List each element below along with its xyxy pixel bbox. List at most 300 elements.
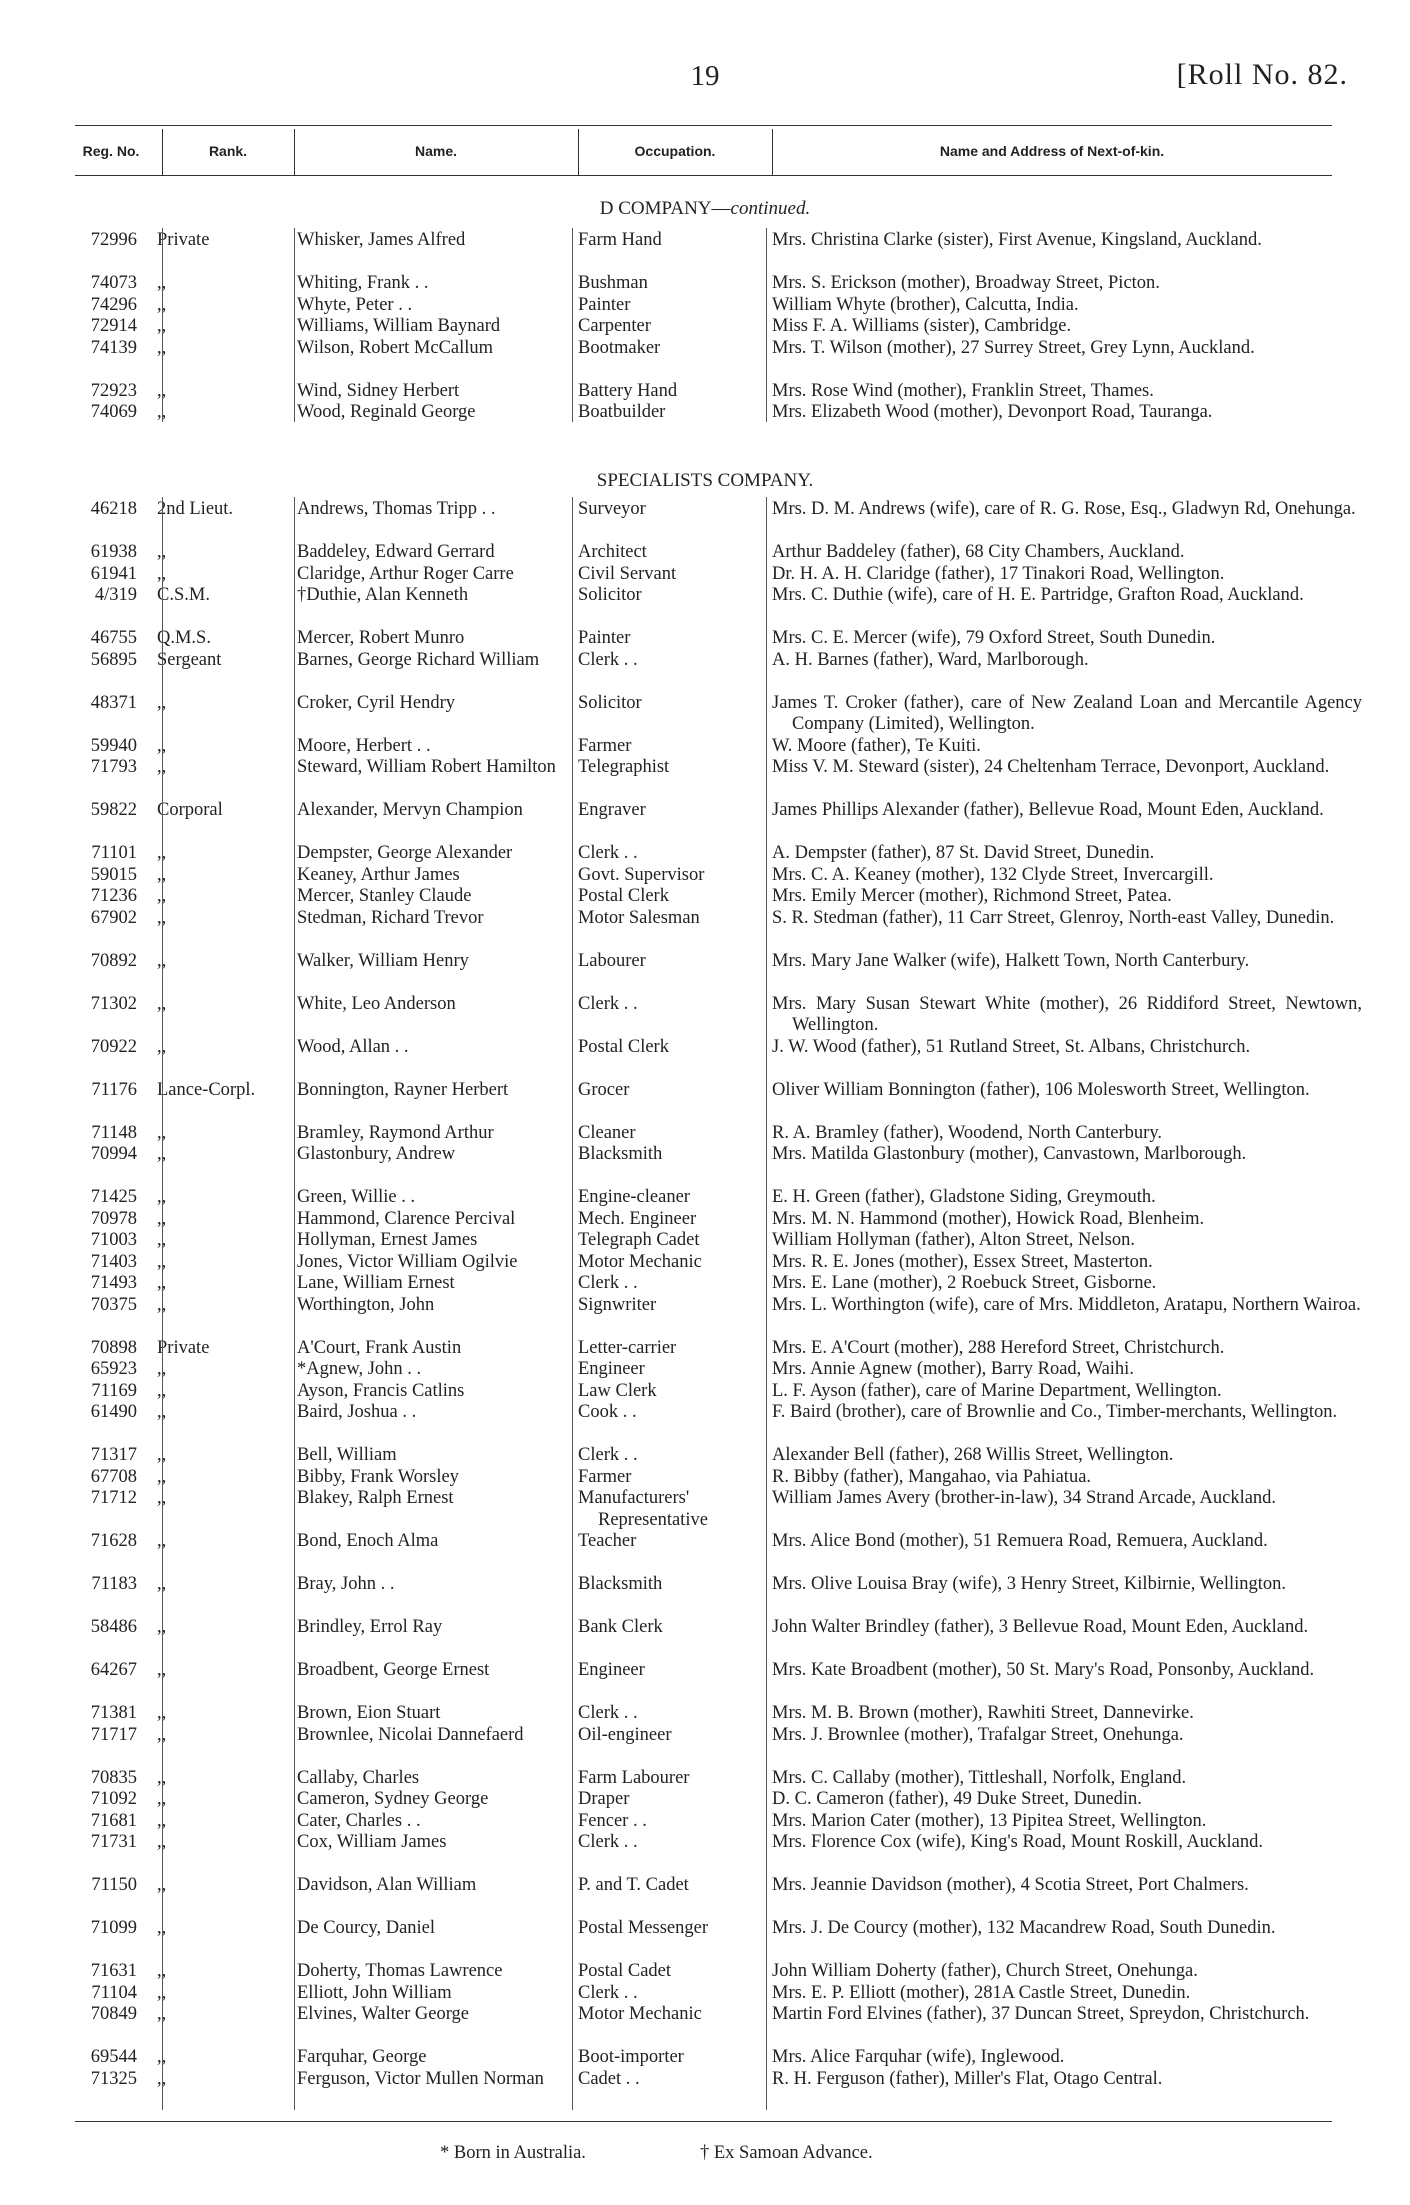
section-title xyxy=(0,470,1410,492)
rank: ,, xyxy=(157,886,167,906)
occupation: Oil-engineer xyxy=(578,1724,672,1745)
soldier-name: Williams, William Baynard xyxy=(297,316,501,336)
occupation: Farmer xyxy=(578,1466,632,1487)
reg-number: 71381 xyxy=(90,1703,137,1723)
occupation: Fencer . . xyxy=(578,1810,647,1831)
rank: ,, xyxy=(157,1789,167,1809)
soldier-name: Bond, Enoch Alma xyxy=(297,1531,439,1551)
rank: ,, xyxy=(157,2068,167,2089)
rank: C.S.M. xyxy=(157,585,210,605)
next-of-kin-address: Mrs. Jeannie Davidson (mother), 4 Scotia Street, Port Chalmers. xyxy=(772,1875,1249,1895)
reg-number: 71092 xyxy=(90,1789,137,1809)
reg-number: 71148 xyxy=(91,1122,137,1143)
occupation: Battery Hand xyxy=(578,380,678,401)
next-of-kin-address: Mrs. M. N. Hammond (mother), Howick Road, Blenheim. xyxy=(772,1208,1205,1229)
col-name: Name. xyxy=(414,143,458,159)
next-of-kin-address: A. H. Barnes (father), Ward, Marlborough. xyxy=(772,649,1089,670)
soldier-name: Whiting, Frank . . xyxy=(297,273,429,293)
reg-number: 71317 xyxy=(90,1445,137,1465)
rank: ,, xyxy=(157,1767,167,1788)
soldier-name: Stedman, Richard Trevor xyxy=(297,907,484,928)
occupation: P. and T. Cadet xyxy=(578,1875,689,1895)
occupation: Postal Clerk xyxy=(578,886,669,906)
soldier-name: Farquhar, George xyxy=(297,2047,427,2067)
soldier-name: Elvines, Walter George xyxy=(297,2004,469,2024)
next-of-kin-address: Mrs. L. Worthington (wife), care of Mrs. Middleton, Aratapu, Northern Wairoa. xyxy=(772,1294,1361,1315)
soldier-name: Dempster, George Alexander xyxy=(297,843,513,863)
rank: ,, xyxy=(157,273,167,293)
reg-number: 67902 xyxy=(90,907,137,928)
reg-number: 71403 xyxy=(90,1251,137,1272)
reg-number: 70835 xyxy=(90,1767,137,1788)
column-divider xyxy=(766,497,767,2110)
soldier-name: Brown, Eion Stuart xyxy=(297,1703,441,1723)
rank: ,, xyxy=(157,1660,167,1680)
rank: ,, xyxy=(157,2047,167,2067)
column-divider xyxy=(294,497,295,2110)
rank: ,, xyxy=(157,1617,167,1637)
occupation: Clerk . . xyxy=(578,993,638,1014)
occupation: Telegraphist xyxy=(578,757,670,777)
occupation: Motor Mechanic xyxy=(578,1251,702,1272)
reg-number: 65923 xyxy=(90,1359,137,1379)
occupation: Bushman xyxy=(578,273,648,293)
soldier-name: Wilson, Robert McCallum xyxy=(297,337,494,358)
rank: ,, xyxy=(157,1531,167,1551)
occupation: Motor Mechanic xyxy=(578,2004,702,2024)
soldier-name: Blakey, Ralph Ernest xyxy=(297,1488,454,1508)
reg-number: 72996 xyxy=(90,230,137,250)
rank: ,, xyxy=(157,1982,167,2003)
occupation: Signwriter xyxy=(578,1294,657,1315)
occupation: Cook . . xyxy=(578,1402,637,1422)
rank: ,, xyxy=(157,1273,167,1293)
soldier-name: Lane, William Ernest xyxy=(297,1273,455,1293)
reg-number: 70978 xyxy=(90,1208,137,1229)
soldier-name: Whisker, James Alfred xyxy=(297,230,466,250)
top-rule xyxy=(75,125,1332,126)
soldier-name: Bonnington, Rayner Herbert xyxy=(297,1079,509,1100)
next-of-kin-address: James Phillips Alexander (father), Bellevue Road, Mount Eden, Auckland. xyxy=(772,800,1324,820)
occupation: Boatbuilder xyxy=(578,402,666,422)
column-header-row xyxy=(0,127,1410,175)
soldier-name: White, Leo Anderson xyxy=(297,993,456,1014)
reg-number: 64267 xyxy=(90,1660,137,1680)
soldier-name: Mercer, Robert Munro xyxy=(297,628,465,648)
occupation: Surveyor xyxy=(578,499,646,519)
soldier-name: Broadbent, George Ernest xyxy=(297,1660,490,1680)
soldier-name: Callaby, Charles xyxy=(297,1767,420,1788)
occupation: Postal Clerk xyxy=(578,1036,669,1057)
reg-number: 71302 xyxy=(90,993,137,1014)
rank: ,, xyxy=(157,1187,167,1207)
occupation: Engineer xyxy=(578,1359,645,1379)
section-title-suffix: continued. xyxy=(730,198,811,219)
reg-number: 71176 xyxy=(91,1079,137,1100)
rank: ,, xyxy=(157,1574,167,1594)
occupation: Architect xyxy=(578,542,647,562)
occupation: Clerk . . xyxy=(578,1703,638,1723)
next-of-kin-address: Mrs. C. E. Mercer (wife), 79 Oxford Street, South Dunedin. xyxy=(772,628,1216,648)
rank: ,, xyxy=(157,1402,167,1422)
reg-number: 71631 xyxy=(90,1961,137,1981)
occupation: Law Clerk xyxy=(578,1380,657,1401)
reg-number: 72914 xyxy=(90,316,137,336)
reg-number: 71101 xyxy=(91,843,137,863)
rank: ,, xyxy=(157,993,167,1014)
rank: ,, xyxy=(157,402,167,422)
reg-number: 70892 xyxy=(90,950,137,971)
next-of-kin-address: D. C. Cameron (father), 49 Duke Street, Dunedin. xyxy=(772,1789,1142,1809)
rank: Private xyxy=(157,1337,210,1358)
next-of-kin-address: F. Baird (brother), care of Brownlie and Co., Timber-merchants, Wellington. xyxy=(772,1402,1338,1422)
reg-number: 71099 xyxy=(90,1918,137,1938)
occupation: Engine-cleaner xyxy=(578,1187,690,1207)
rank: ,, xyxy=(157,1230,167,1250)
rank: Sergeant xyxy=(157,649,222,670)
soldier-name: Claridge, Arthur Roger Carre xyxy=(297,563,514,584)
next-of-kin-address: William Whyte (brother), Calcutta, India. xyxy=(772,294,1079,315)
occupation: Mech. Engineer xyxy=(578,1208,697,1229)
column-divider xyxy=(766,228,767,422)
next-of-kin-address: Mrs. C. Duthie (wife), care of H. E. Partridge, Grafton Road, Auckland. xyxy=(772,585,1304,605)
soldier-name: Cox, William James xyxy=(297,1832,447,1852)
occupation: Farm Hand xyxy=(578,230,662,250)
reg-number: 69544 xyxy=(90,2047,137,2067)
soldier-name: Worthington, John xyxy=(297,1294,435,1315)
rank: Private xyxy=(157,230,210,250)
rank: ,, xyxy=(157,950,167,971)
occupation: Civil Servant xyxy=(578,563,677,584)
next-of-kin-address: Dr. H. A. H. Claridge (father), 17 Tinakori Road, Wellington. xyxy=(772,563,1225,584)
soldier-name: Wind, Sidney Herbert xyxy=(297,380,460,401)
reg-number: 71628 xyxy=(90,1531,137,1551)
next-of-kin-address: Mrs. Olive Louisa Bray (wife), 3 Henry Street, Kilbirnie, Wellington. xyxy=(772,1574,1287,1594)
next-of-kin-address: John Walter Brindley (father), 3 Bellevue Road, Mount Eden, Auckland. xyxy=(772,1617,1309,1637)
reg-number: 71169 xyxy=(91,1380,137,1401)
col-next-of-kin: Name and Address of Next-of-kin. xyxy=(939,143,1165,159)
section-title-text: D COMPANY— xyxy=(599,198,731,219)
footnote-born-australia: * Born in Australia. xyxy=(440,2143,586,2163)
occupation: Farm Labourer xyxy=(578,1767,690,1788)
rank: ,, xyxy=(157,1380,167,1401)
soldier-name: Mercer, Stanley Claude xyxy=(297,886,472,906)
next-of-kin-address: William Hollyman (father), Alton Street, Nelson. xyxy=(772,1230,1136,1250)
soldier-name: Hollyman, Ernest James xyxy=(297,1230,478,1250)
reg-number: 71717 xyxy=(90,1724,137,1745)
next-of-kin-address: Mrs. C. Callaby (mother), Tittleshall, Norfolk, England. xyxy=(772,1767,1187,1788)
next-of-kin-address: Mrs. E. P. Elliott (mother), 281A Castle Street, Dunedin. xyxy=(772,1982,1191,2003)
occupation: Clerk . . xyxy=(578,1982,638,2003)
reg-number: 71003 xyxy=(90,1230,137,1250)
rank: Q.M.S. xyxy=(157,628,211,648)
next-of-kin-address: A. Dempster (father), 87 St. David Street, Dunedin. xyxy=(772,843,1155,863)
soldier-name: Ayson, Francis Catlins xyxy=(297,1380,465,1401)
rank: ,, xyxy=(157,1036,167,1057)
soldier-name: Andrews, Thomas Tripp . . xyxy=(297,499,496,519)
reg-number: 61490 xyxy=(90,1402,137,1422)
soldier-name: Bray, John . . xyxy=(297,1574,395,1594)
soldier-name: †Duthie, Alan Kenneth xyxy=(297,585,469,605)
reg-number: 61938 xyxy=(90,542,137,562)
occupation: Clerk . . xyxy=(578,1832,638,1852)
occupation: Farmer xyxy=(578,735,632,756)
occupation: Clerk . . xyxy=(578,649,638,670)
reg-number: 74139 xyxy=(90,337,137,358)
next-of-kin-address: Mrs. Rose Wind (mother), Franklin Street, Thames. xyxy=(772,380,1154,401)
occupation: Letter-carrier xyxy=(578,1337,677,1358)
reg-number: 4/319 xyxy=(94,585,137,605)
next-of-kin-address: Mrs. E. Lane (mother), 2 Roebuck Street, Gisborne. xyxy=(772,1273,1157,1293)
rank: ,, xyxy=(157,692,167,713)
rank: ,, xyxy=(157,380,167,401)
reg-number: 56895 xyxy=(90,649,137,670)
reg-number: 46755 xyxy=(90,628,137,648)
reg-number: 71712 xyxy=(90,1488,137,1508)
soldier-name: Croker, Cyril Hendry xyxy=(297,692,456,713)
soldier-name: Brindley, Errol Ray xyxy=(297,1617,443,1637)
next-of-kin-address: Mrs. C. A. Keaney (mother), 132 Clyde Street, Invercargill. xyxy=(772,864,1214,885)
occupation: Labourer xyxy=(578,950,646,971)
soldier-name: Green, Willie . . xyxy=(297,1187,416,1207)
column-divider xyxy=(294,228,295,422)
reg-number: 71425 xyxy=(90,1187,137,1207)
reg-number: 71104 xyxy=(91,1982,137,2003)
reg-number: 67708 xyxy=(90,1466,137,1487)
occupation: Bootmaker xyxy=(578,337,661,358)
reg-number: 48371 xyxy=(90,692,137,713)
footnote-ex-samoan: † Ex Samoan Advance. xyxy=(700,2143,873,2163)
reg-number: 72923 xyxy=(90,380,137,401)
reg-number: 59940 xyxy=(90,735,137,756)
occupation: Manufacturers' Representative xyxy=(578,1488,708,1530)
reg-number: 71681 xyxy=(90,1810,137,1831)
soldier-name: *Agnew, John . . xyxy=(297,1359,422,1379)
next-of-kin-address: Mrs. J. Brownlee (mother), Trafalgar Street, Onehunga. xyxy=(772,1724,1184,1745)
next-of-kin-address: R. Bibby (father), Mangahao, via Pahiatua. xyxy=(772,1466,1092,1487)
section-title xyxy=(0,198,1410,220)
next-of-kin-address: Mrs. Florence Cox (wife), King's Road, Mount Roskill, Auckland. xyxy=(772,1832,1263,1852)
soldier-name: Brownlee, Nicolai Dannefaerd xyxy=(297,1724,524,1745)
occupation: Bank Clerk xyxy=(578,1617,663,1637)
next-of-kin-address: Mrs. Alice Bond (mother), 51 Remuera Road, Remuera, Auckland. xyxy=(772,1531,1268,1551)
reg-number: 71236 xyxy=(90,886,137,906)
occupation: Teacher xyxy=(578,1531,637,1551)
occupation: Clerk . . xyxy=(578,843,638,863)
soldier-name: Alexander, Mervyn Champion xyxy=(297,800,523,820)
soldier-name: Steward, William Robert Hamilton xyxy=(297,757,556,777)
next-of-kin-address: Mrs. Emily Mercer (mother), Richmond Street, Patea. xyxy=(772,886,1172,906)
rank: ,, xyxy=(157,563,167,584)
soldier-name: Jones, Victor William Ogilvie xyxy=(297,1251,518,1272)
next-of-kin-address: Martin Ford Elvines (father), 37 Duncan Street, Spreydon, Christchurch. xyxy=(772,2004,1310,2024)
soldier-name: Glastonbury, Andrew xyxy=(297,1144,456,1164)
reg-number: 61941 xyxy=(90,563,137,584)
next-of-kin-address: Mrs. R. E. Jones (mother), Essex Street, Masterton. xyxy=(772,1251,1153,1272)
next-of-kin-address: Mrs. Annie Agnew (mother), Barry Road, Waihi. xyxy=(772,1359,1134,1379)
next-of-kin-address: William James Avery (brother-in-law), 34 Strand Arcade, Auckland. xyxy=(772,1488,1277,1508)
col-rank: Rank. xyxy=(208,143,248,159)
rank: ,, xyxy=(157,864,167,885)
reg-number: 71731 xyxy=(90,1832,137,1852)
next-of-kin-address: R. A. Bramley (father), Woodend, North Canterbury. xyxy=(772,1122,1162,1143)
soldier-name: Bell, William xyxy=(297,1445,397,1465)
occupation: Postal Messenger xyxy=(578,1918,708,1938)
next-of-kin-address: Mrs. E. A'Court (mother), 288 Hereford Street, Christchurch. xyxy=(772,1337,1225,1358)
reg-number: 70994 xyxy=(90,1144,137,1164)
next-of-kin-address: Oliver William Bonnington (father), 106 Molesworth Street, Wellington. xyxy=(772,1079,1310,1100)
rank: ,, xyxy=(157,907,167,928)
reg-number: 59015 xyxy=(90,864,137,885)
soldier-name: Walker, William Henry xyxy=(297,950,469,971)
col-reg-no: Reg. No. xyxy=(82,143,140,159)
soldier-name: Barnes, George Richard William xyxy=(297,649,540,670)
soldier-name: Elliott, John William xyxy=(297,1982,452,2003)
occupation: Telegraph Cadet xyxy=(578,1230,700,1250)
soldier-name: Bramley, Raymond Arthur xyxy=(297,1122,494,1143)
occupation: Solicitor xyxy=(578,692,642,713)
next-of-kin-address: Miss F. A. Williams (sister), Cambridge. xyxy=(772,316,1072,336)
rank: ,, xyxy=(157,1961,167,1981)
rank: ,, xyxy=(157,1122,167,1143)
occupation: Blacksmith xyxy=(578,1144,663,1164)
occupation: Grocer xyxy=(578,1079,630,1100)
soldier-name: Keaney, Arthur James xyxy=(297,864,460,885)
rank: ,, xyxy=(157,1703,167,1723)
rank: ,, xyxy=(157,1832,167,1852)
occupation: Clerk . . xyxy=(578,1445,638,1465)
next-of-kin-address: Mrs. Elizabeth Wood (mother), Devonport Road, Tauranga. xyxy=(772,402,1213,422)
reg-number: 71183 xyxy=(91,1574,137,1594)
page-number: 19 xyxy=(690,60,720,92)
rank: ,, xyxy=(157,1208,167,1229)
section-title-text: SPECIALISTS COMPANY. xyxy=(596,470,814,491)
soldier-name: Davidson, Alan William xyxy=(297,1875,477,1895)
occupation: Engraver xyxy=(578,800,646,820)
next-of-kin-address: Mrs. J. De Courcy (mother), 132 Macandrew Road, South Dunedin. xyxy=(772,1918,1276,1938)
soldier-name: Wood, Allan . . xyxy=(297,1036,409,1057)
rank: ,, xyxy=(157,735,167,756)
reg-number: 74296 xyxy=(90,294,137,315)
soldier-name: A'Court, Frank Austin xyxy=(297,1337,462,1358)
rank: ,, xyxy=(157,843,167,863)
occupation: Boot-importer xyxy=(578,2047,684,2067)
rank: ,, xyxy=(157,1875,167,1895)
rank: ,, xyxy=(157,1251,167,1272)
rank: ,, xyxy=(157,1724,167,1745)
column-divider xyxy=(572,228,573,422)
rank: Corporal xyxy=(157,800,223,820)
reg-number: 71793 xyxy=(90,757,137,777)
reg-number: 74069 xyxy=(90,402,137,422)
next-of-kin-address: E. H. Green (father), Gladstone Siding, Greymouth. xyxy=(772,1187,1156,1207)
reg-number: 74073 xyxy=(90,273,137,293)
next-of-kin-address: Mrs. Mary Jane Walker (wife), Halkett Town, North Canterbury. xyxy=(772,950,1250,971)
rank: ,, xyxy=(157,542,167,562)
soldier-name: Baddeley, Edward Gerrard xyxy=(297,542,495,562)
soldier-name: Cameron, Sydney George xyxy=(297,1789,489,1809)
reg-number: 58486 xyxy=(90,1617,137,1637)
soldier-name: Whyte, Peter . . xyxy=(297,294,413,315)
reg-number: 59822 xyxy=(90,800,137,820)
next-of-kin-address: Mrs. Mary Susan Stewart White (mother), 26 Riddiford Street, Newtown, Wellington. xyxy=(772,993,1362,1035)
next-of-kin-address: J. W. Wood (father), 51 Rutland Street, St. Albans, Christchurch. xyxy=(772,1036,1251,1057)
col-occupation: Occupation. xyxy=(634,143,716,159)
next-of-kin-address: Mrs. Alice Farquhar (wife), Inglewood. xyxy=(772,2047,1065,2067)
reg-number: 70375 xyxy=(90,1294,137,1315)
soldier-name: Hammond, Clarence Percival xyxy=(297,1208,516,1229)
next-of-kin-address: Mrs. Matilda Glastonbury (mother), Canvastown, Marlborough. xyxy=(772,1144,1247,1164)
next-of-kin-address: James T. Croker (father), care of New Zealand Loan and Mercantile Agency Company (Limited), Wellington. xyxy=(772,692,1362,734)
column-divider xyxy=(162,228,163,422)
occupation: Solicitor xyxy=(578,585,642,605)
rank: ,, xyxy=(157,1488,167,1508)
next-of-kin-address: Mrs. M. B. Brown (mother), Rawhiti Street, Dannevirke. xyxy=(772,1703,1194,1723)
occupation: Carpenter xyxy=(578,316,651,336)
rank: ,, xyxy=(157,2004,167,2024)
rank: ,, xyxy=(157,1810,167,1831)
next-of-kin-address: Mrs. S. Erickson (mother), Broadway Street, Picton. xyxy=(772,273,1160,293)
rank: ,, xyxy=(157,294,167,315)
rank: ,, xyxy=(157,757,167,777)
occupation: Cadet . . xyxy=(578,2068,640,2089)
next-of-kin-address: Miss V. M. Steward (sister), 24 Cheltenham Terrace, Devonport, Auckland. xyxy=(772,757,1330,777)
occupation: Engineer xyxy=(578,1660,645,1680)
rank: Lance-Corpl. xyxy=(157,1079,256,1100)
rank: ,, xyxy=(157,1144,167,1164)
occupation: Postal Cadet xyxy=(578,1961,672,1981)
header-rule xyxy=(75,175,1332,176)
soldier-name: De Courcy, Daniel xyxy=(297,1918,436,1938)
occupation: Motor Salesman xyxy=(578,907,700,928)
occupation: Painter xyxy=(578,628,631,648)
occupation: Painter xyxy=(578,294,631,315)
rank: ,, xyxy=(157,1466,167,1487)
next-of-kin-address: R. H. Ferguson (father), Miller's Flat, Otago Central. xyxy=(772,2068,1163,2089)
soldier-name: Bibby, Frank Worsley xyxy=(297,1466,459,1487)
rank: ,, xyxy=(157,1294,167,1315)
bottom-rule xyxy=(75,2121,1332,2122)
next-of-kin-address: W. Moore (father), Te Kuiti. xyxy=(772,735,981,756)
occupation: Govt. Supervisor xyxy=(578,864,705,885)
next-of-kin-address: L. F. Ayson (father), care of Marine Department, Wellington. xyxy=(772,1380,1222,1401)
roll-number: [Roll No. 82. xyxy=(1176,58,1348,91)
next-of-kin-address: Mrs. Christina Clarke (sister), First Avenue, Kingsland, Auckland. xyxy=(772,230,1262,250)
rank: ,, xyxy=(157,1918,167,1938)
occupation: Clerk . . xyxy=(578,1273,638,1293)
rank: ,, xyxy=(157,1359,167,1379)
occupation: Cleaner xyxy=(578,1122,636,1143)
rank: 2nd Lieut. xyxy=(157,499,234,519)
soldier-name: Doherty, Thomas Lawrence xyxy=(297,1961,503,1981)
next-of-kin-address: Alexander Bell (father), 268 Willis Street, Wellington. xyxy=(772,1445,1174,1465)
rank: ,, xyxy=(157,1445,167,1465)
reg-number: 70898 xyxy=(90,1337,137,1358)
reg-number: 70849 xyxy=(90,2004,137,2024)
next-of-kin-address: Mrs. D. M. Andrews (wife), care of R. G. Rose, Esq., Gladwyn Rd, Onehunga. xyxy=(772,499,1356,519)
soldier-name: Baird, Joshua . . xyxy=(297,1402,417,1422)
rank: ,, xyxy=(157,316,167,336)
column-divider xyxy=(572,497,573,2110)
reg-number: 70922 xyxy=(90,1036,137,1057)
reg-number: 46218 xyxy=(90,499,137,519)
next-of-kin-address: John William Doherty (father), Church Street, Onehunga. xyxy=(772,1961,1198,1981)
reg-number: 71325 xyxy=(90,2068,137,2089)
next-of-kin-address: Arthur Baddeley (father), 68 City Chambers, Auckland. xyxy=(772,542,1185,562)
reg-number: 71150 xyxy=(91,1875,137,1895)
rank: ,, xyxy=(157,337,167,358)
soldier-name: Cater, Charles . . xyxy=(297,1810,421,1831)
